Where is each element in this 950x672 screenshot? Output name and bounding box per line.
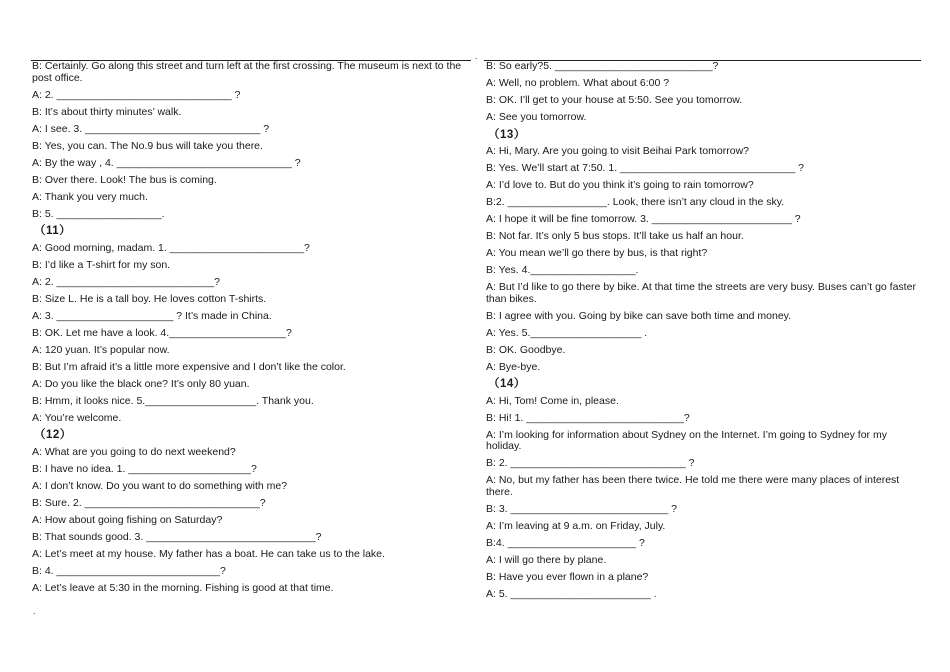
dialogue-line: A: 2. ___________________________? bbox=[32, 275, 221, 288]
dialogue-line: B: 4. ____________________________? bbox=[32, 564, 226, 577]
left-column bbox=[32, 61, 470, 594]
dialogue-line: A: Well, no problem. What about 6:00 ? bbox=[486, 77, 670, 89]
dialogue-line: A: You mean we’ll go there by bus, is that right? bbox=[486, 247, 708, 259]
dialogue-line: A: I will go there by plane. bbox=[486, 553, 607, 566]
dialogue-line: A: How about going fishing on Saturday? bbox=[32, 513, 223, 526]
dialogue-line: A: You’re welcome. bbox=[32, 411, 122, 424]
dialogue-line: A: 5. ________________________ . bbox=[486, 587, 657, 600]
dialogue-line: A: Bye-bye. bbox=[486, 360, 541, 373]
dialogue-line: A: I see. 3. ______________________________ ? bbox=[32, 122, 270, 135]
dialogue-line: B: Yes. We’ll start at 7:50. 1. ______________________________ ? bbox=[486, 162, 804, 174]
dialogue-line: A: By the way , 4. ______________________________ ? bbox=[32, 156, 301, 169]
dialogue-line: A: I don’t know. Do you want to do something with me? bbox=[32, 479, 288, 492]
dialogue-line: A: I hope it will be fine tomorrow. 3. ________________________ ? bbox=[486, 213, 801, 225]
dialogue-line: A: Hi, Tom! Come in, please. bbox=[486, 394, 619, 407]
dialogue-line: A: 120 yuan. It’s popular now. bbox=[32, 343, 170, 356]
dialogue-line: B: I agree with you. Going by bike can save both time and money. bbox=[486, 309, 792, 322]
dialogue-line: B: Size L. He is a tall boy. He loves cotton T-shirts. bbox=[32, 292, 267, 305]
dialogue-line: B: 3. ___________________________ ? bbox=[486, 502, 677, 515]
dialogue-line: B: 5. __________________. bbox=[32, 207, 165, 220]
dialogue-line: B:2. _________________. Look, there isn’t any cloud in the sky. bbox=[486, 196, 785, 208]
dialogue-line: A: Thank you very much. bbox=[32, 190, 148, 203]
dialogue-line: B: But I’m afraid it’s a little more expensive and I don’t like the color. bbox=[32, 360, 346, 373]
dialogue-line: B: Not far. It’s only 5 bus stops. It’ll take us half an hour. bbox=[486, 230, 744, 242]
dialogue-line: A: 3. ____________________ ? It’s made in China. bbox=[32, 309, 272, 322]
dialogue-line: A: Hi, Mary. Are you going to visit Beihai Park tomorrow? bbox=[486, 145, 749, 157]
dialogue-line: B: So early?5. ___________________________? bbox=[486, 60, 719, 72]
dialogue-line: B: OK. Goodbye. bbox=[486, 343, 566, 356]
dialogue-line: A: Let’s leave at 5:30 in the morning. Fishing is good at that time. bbox=[32, 581, 334, 594]
dialogue-line: B: OK. Let me have a look. 4.____________________? bbox=[32, 326, 292, 339]
dialogue-line: B: OK. I’ll get to your house at 5:50. See you tomorrow. bbox=[486, 94, 743, 106]
dialogue-line: B: Hmm, it looks nice. 5.___________________. Thank you. bbox=[32, 394, 314, 407]
dialogue-line: B: That sounds good. 3. _____________________________? bbox=[32, 530, 322, 543]
dialogue-line: B:4. ______________________ ? bbox=[486, 536, 645, 549]
dialogue-line: B: Hi! 1. ___________________________? bbox=[486, 411, 690, 424]
dialogue-line: B: Have you ever flown in a plane? bbox=[486, 570, 649, 583]
dialogue-line: B: It’s about thirty minutes’ walk. bbox=[32, 105, 182, 118]
section-heading: （12） bbox=[34, 429, 72, 441]
dialogue-line: B: 2. ______________________________ ? bbox=[486, 457, 695, 469]
dialogue-line: A: Let’s meet at my house. My father has a boat. He can take us to the lake. bbox=[32, 547, 385, 560]
dialogue-line: B: Yes. 4.__________________. bbox=[486, 264, 639, 276]
dialogue-line: B: I’d like a T-shirt for my son. bbox=[32, 258, 171, 271]
top-dot-mark: . bbox=[475, 51, 478, 61]
dialogue-line: B: Sure. 2. ______________________________? bbox=[32, 496, 266, 509]
dialogue-line: A: I’m leaving at 9 a.m. on Friday, July. bbox=[486, 519, 666, 532]
dialogue-line: A: Yes. 5.___________________ . bbox=[486, 326, 648, 339]
dialogue-line: A: I’d love to. But do you think it’s going to rain tomorrow? bbox=[486, 179, 754, 191]
dialogue-line: B: Certainly. Go along this street and turn left at the first crossing. The museum is next to the post office. bbox=[32, 60, 462, 84]
dialogue-line: A: I’m looking for information about Sydney on the Internet. I’m going to Sydney for my holiday. bbox=[486, 428, 887, 452]
dialogue-line: A: Good morning, madam. 1. _______________________? bbox=[32, 241, 310, 254]
section-heading: （11） bbox=[34, 225, 72, 237]
dialogue-line: B: Yes, you can. The No.9 bus will take you there. bbox=[32, 139, 263, 152]
dialogue-line: A: See you tomorrow. bbox=[486, 111, 587, 123]
dialogue-line: B: I have no idea. 1. _____________________? bbox=[32, 462, 257, 475]
dialogue-line: A: Do you like the black one? It’s only 80 yuan. bbox=[32, 377, 250, 390]
dialogue-line: B: Over there. Look! The bus is coming. bbox=[32, 173, 217, 186]
dialogue-line: A: But I’d like to go there by bike. At that time the streets are very busy. Buses can’t go faster than bikes. bbox=[486, 281, 916, 305]
bottom-dot-mark: . bbox=[33, 606, 36, 616]
dialogue-line: A: 2. ______________________________ ? bbox=[32, 88, 241, 101]
section-heading: （14） bbox=[488, 378, 526, 390]
dialogue-line: A: What are you going to do next weekend? bbox=[32, 445, 236, 458]
section-heading: （13） bbox=[488, 128, 526, 141]
right-column bbox=[486, 61, 918, 600]
dialogue-line: A: No, but my father has been there twice. He told me there were many places of interest there. bbox=[486, 474, 900, 498]
